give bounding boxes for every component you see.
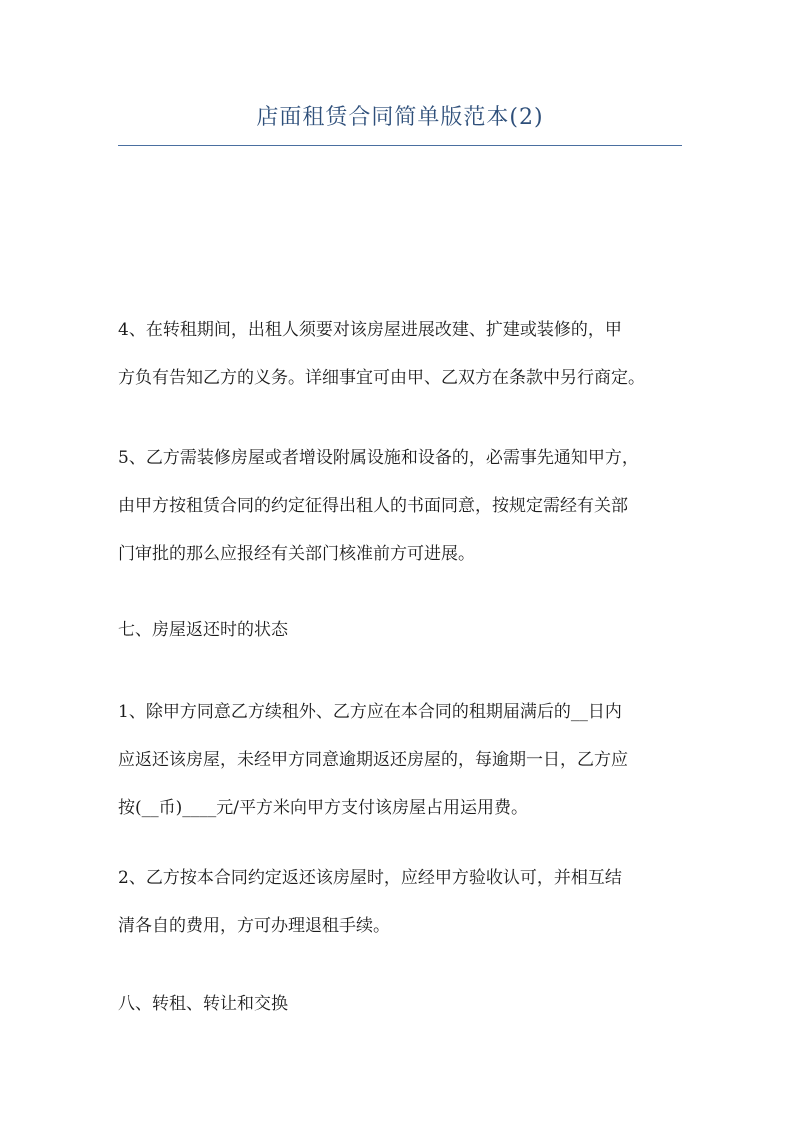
paragraph-line: 5、乙方需装修房屋或者增设附属设施和设备的，必需事先通知甲方， bbox=[118, 448, 639, 468]
paragraph-line: 门审批的那么应报经有关部门核准前方可进展。 bbox=[118, 544, 475, 564]
paragraph-line: 1、除甲方同意乙方续租外、乙方应在本合同的租期届满后的__日内 bbox=[118, 702, 622, 722]
clause-4-paragraph bbox=[118, 317, 688, 392]
paragraph-line: 4、在转租期间，出租人须要对该房屋进展改建、扩建或装修的，甲 bbox=[118, 320, 622, 340]
document-title: 店面租赁合同简单版范本(2) bbox=[256, 105, 544, 130]
paragraph-line: 方负有告知乙方的义务。详细事宜可由甲、乙双方在条款中另行商定。 bbox=[118, 368, 645, 388]
clause-2-paragraph bbox=[118, 865, 688, 940]
paragraph-line: 应返还该房屋，未经甲方同意逾期返还房屋的，每逾期一日，乙方应 bbox=[118, 750, 628, 770]
paragraph-line: 2、乙方按本合同约定返还该房屋时，应经甲方验收认可，并相互结 bbox=[118, 868, 622, 888]
section-7-heading bbox=[118, 617, 688, 644]
title-underline bbox=[118, 145, 682, 146]
section-heading-line: 七、房屋返还时的状态 bbox=[118, 620, 288, 640]
section-heading-line: 八、转租、转让和交换 bbox=[118, 994, 288, 1014]
clause-5-paragraph bbox=[118, 445, 688, 568]
paragraph-line: 清各自的费用，方可办理退租手续。 bbox=[118, 916, 390, 936]
paragraph-line: 由甲方按租赁合同的约定征得出租人的书面同意，按规定需经有关部 bbox=[118, 496, 628, 516]
paragraph-line: 按(__币)____元/平方米向甲方支付该房屋占用运用费。 bbox=[118, 798, 528, 818]
section-8-heading bbox=[118, 991, 688, 1018]
clause-1-paragraph bbox=[118, 699, 688, 822]
